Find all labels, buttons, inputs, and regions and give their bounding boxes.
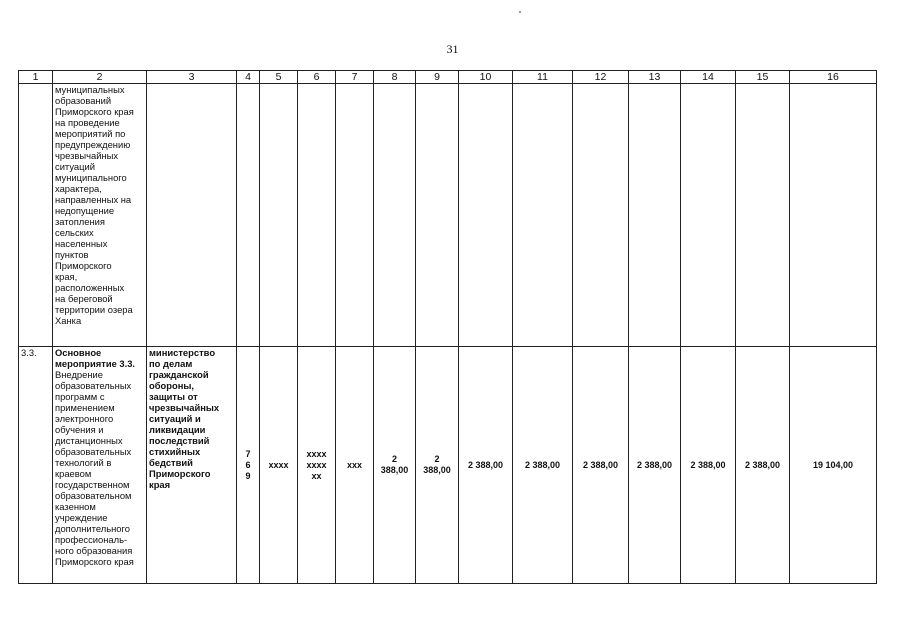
responsible-cell [147,347,237,584]
text-line: программ с [55,391,105,402]
text-line: края [149,479,171,490]
empty-cell [573,84,629,347]
text-line: Приморского [149,468,211,479]
text-line: Ханка [55,315,82,326]
text-line: краевом [55,468,92,479]
text-line: пунктов [55,249,89,260]
text-line: применением [55,402,115,413]
text-line: стихийных [149,446,201,457]
code-cell-6 [298,347,336,584]
text-line: затопления [55,216,105,227]
empty-cell [147,84,237,347]
description-cell [53,347,147,584]
empty-cell [629,84,681,347]
text-line: гражданской [149,369,209,380]
text-line: хххх [306,448,327,459]
header-cell: 11 [513,71,573,84]
row-number-cell [19,84,53,347]
text-line: дистанционных [55,435,123,446]
header-cell: 14 [681,71,736,84]
text-line: населенных [55,238,108,249]
text-line: 6 [245,459,251,470]
amount-cell-14: 2 388,00 [681,347,736,584]
empty-cell [260,84,298,347]
text-line: 9 [245,470,251,481]
text-line: последствий [149,435,210,446]
text-line: образовательных [55,380,132,391]
header-cell: 8 [374,71,416,84]
amount-cell-8 [374,347,416,584]
table-row [19,84,877,347]
amount-cell-15: 2 388,00 [736,347,790,584]
text-line: мероприятий по [55,128,126,139]
text-line: ликвидации [149,424,206,435]
text-line: образовательных [55,446,132,457]
text-line: на проведение [55,117,120,128]
header-cell: 5 [260,71,298,84]
empty-cell [374,84,416,347]
text-line: муниципального [55,172,127,183]
text-line: характера, [55,183,102,194]
header-cell: 12 [573,71,629,84]
header-cell: 6 [298,71,336,84]
text-line: ного образования [55,545,133,556]
text-line: расположенных [55,282,125,293]
amount-cell-13: 2 388,00 [629,347,681,584]
text-line: края, [55,271,78,282]
text-line: хххх [306,459,327,470]
event-title-line: мероприятие 3.3. [55,358,136,369]
header-cell: 10 [459,71,513,84]
header-cell: 9 [416,71,459,84]
header-cell: 16 [790,71,877,84]
text-line: дополнительного [55,523,130,534]
budget-table [18,70,877,584]
text-line: электронного [55,413,114,424]
text-line: Приморского края [55,106,134,117]
text-line: по делам [149,358,193,369]
empty-cell [736,84,790,347]
text-line: обороны, [149,380,194,391]
text-line: образований [55,95,112,106]
scan-speck [519,11,521,13]
text-line: на береговой [55,293,113,304]
text-line: территории озера [55,304,133,315]
header-row [19,71,877,84]
row-number-cell: 3.3. [19,347,53,584]
header-cell: 13 [629,71,681,84]
text-line: направленных на [55,194,132,205]
header-cell: 4 [237,71,260,84]
page-number: 31 [446,42,459,56]
text-line: чрезвычайных [149,402,220,413]
text-line: ситуаций и [149,413,201,424]
event-title-line: Основное [55,347,102,358]
empty-cell [298,84,336,347]
text-line: министерство [149,347,216,358]
empty-cell [336,84,374,347]
header-cell: 1 [19,71,53,84]
text-line: бедствий [149,457,193,468]
text-line: профессиональ- [55,534,128,545]
text-line: 7 [245,448,251,459]
text-line: обучения и [55,424,104,435]
text-line: Приморского края [55,556,134,567]
text-line: недопущение [55,205,115,216]
amount-cell-12: 2 388,00 [573,347,629,584]
description-cell [53,84,147,347]
amount-cell-11: 2 388,00 [513,347,573,584]
table-row [19,347,877,584]
text-line: государственном [55,479,130,490]
text-line: защиты от [149,391,198,402]
text-line: сельских [55,227,94,238]
empty-cell [681,84,736,347]
code-cell-4 [237,347,260,584]
text-line: 2 [434,454,440,464]
text-line: учреждение [55,512,108,523]
text-line: муниципальных [55,84,125,95]
text-line: ситуаций [55,161,95,172]
code-cell-7: ххх [336,347,374,584]
header-cell: 2 [53,71,147,84]
text-line: Приморского [55,260,112,271]
empty-cell [459,84,513,347]
text-line: чрезвычайных [55,150,119,161]
amount-cell-10: 2 388,00 [459,347,513,584]
text-line: технологий в [55,457,112,468]
total-amount-cell: 19 104,00 [790,347,877,584]
header-cell: 3 [147,71,237,84]
text-line: Внедрение [55,369,103,380]
header-cell: 7 [336,71,374,84]
text-line: предупреждению [55,139,131,150]
text-line: 2 [391,454,397,464]
text-line: казенном [55,501,96,512]
empty-cell [416,84,459,347]
text-line: хх [311,470,322,481]
code-cell-5: хххх [260,347,298,584]
empty-cell [790,84,877,347]
text-line: 388,00 [380,465,409,475]
text-line: 388,00 [423,465,451,475]
amount-cell-9 [416,347,459,584]
empty-cell [513,84,573,347]
header-cell: 15 [736,71,790,84]
empty-cell [237,84,260,347]
text-line: образовательном [55,490,132,501]
